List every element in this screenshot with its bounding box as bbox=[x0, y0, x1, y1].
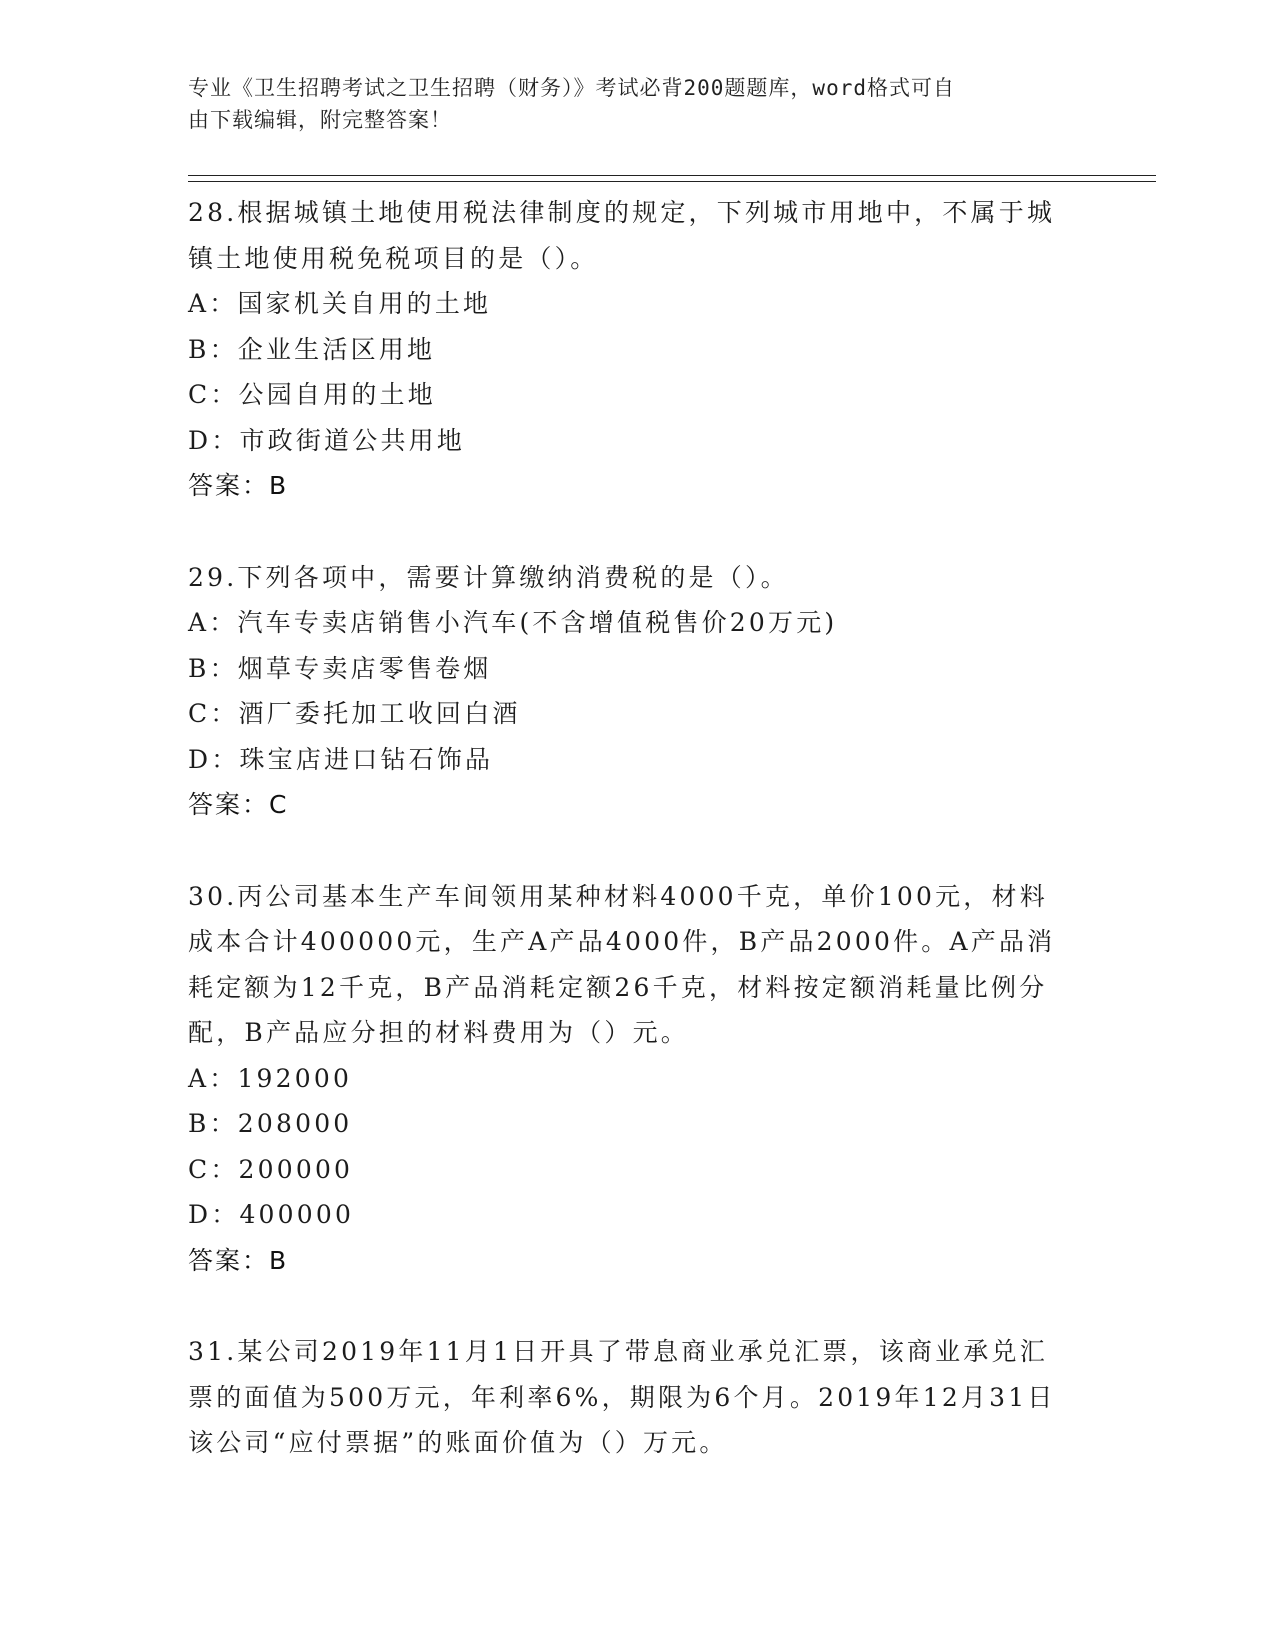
option-c: C：公园自用的土地 bbox=[188, 380, 436, 409]
option-b: B：208000 bbox=[188, 1109, 353, 1138]
question-stem-line: 耗定额为12千克，B产品消耗定额26千克，材料按定额消耗量比例分 bbox=[188, 972, 1048, 1002]
option-d: D：400000 bbox=[188, 1200, 355, 1229]
option-c: C：酒厂委托加工收回白酒 bbox=[188, 699, 521, 728]
option-b: B：企业生活区用地 bbox=[188, 334, 436, 364]
spacer bbox=[188, 828, 1088, 874]
question-30 bbox=[188, 874, 1088, 1284]
question-28 bbox=[188, 190, 1088, 509]
option-c: C：200000 bbox=[188, 1154, 354, 1184]
document-header bbox=[188, 72, 1068, 136]
option-a: A：汽车专卖店销售小汽车(不含增值税售价20万元) bbox=[188, 608, 838, 637]
question-stem-line: 29.下列各项中，需要计算缴纳消费税的是（）。 bbox=[188, 562, 789, 592]
header-line-2: 由下载编辑，附完整答案！ bbox=[188, 108, 452, 132]
answer-line: 答案：B bbox=[188, 471, 289, 500]
option-a: A：国家机关自用的土地 bbox=[188, 289, 492, 318]
question-stem-line: 28.根据城镇土地使用税法律制度的规定，下列城市用地中，不属于城 bbox=[188, 198, 1056, 227]
option-d: D：市政街道公共用地 bbox=[188, 425, 466, 455]
header-line-1: 专业《卫生招聘考试之卫生招聘（财务）》考试必背200题题库，word格式可自 bbox=[188, 76, 955, 100]
spacer bbox=[188, 509, 1088, 555]
question-31 bbox=[188, 1329, 1088, 1466]
option-a: A：192000 bbox=[188, 1063, 353, 1093]
question-stem-line: 票的面值为500万元，年利率6%，期限为6个月。2019年12月31日 bbox=[188, 1382, 1056, 1412]
question-stem-line: 该公司“应付票据”的账面价值为（）万元。 bbox=[188, 1428, 728, 1457]
option-b: B：烟草专卖店零售卷烟 bbox=[188, 653, 492, 683]
question-stem-line: 镇土地使用税免税项目的是（）。 bbox=[188, 243, 599, 273]
question-stem-line: 30.丙公司基本生产车间领用某种材料4000千克，单价100元，材料 bbox=[188, 881, 1048, 911]
question-stem-line: 31.某公司2019年11月1日开具了带息商业承兑汇票，该商业承兑汇 bbox=[188, 1337, 1048, 1366]
answer-line: 答案：B bbox=[188, 1245, 289, 1275]
option-d: D：珠宝店进口钻石饰品 bbox=[188, 744, 494, 774]
header-divider-bottom bbox=[188, 181, 1156, 182]
question-stem-line: 成本合计400000元，生产A产品4000件，B产品2000件。A产品消 bbox=[188, 927, 1056, 956]
question-29 bbox=[188, 555, 1088, 828]
spacer bbox=[188, 1283, 1088, 1329]
question-stem-line: 配，B产品应分担的材料费用为（）元。 bbox=[188, 1018, 689, 1047]
header-divider-top bbox=[188, 175, 1156, 176]
question-list bbox=[188, 190, 1088, 1466]
answer-line: 答案：C bbox=[188, 790, 289, 819]
